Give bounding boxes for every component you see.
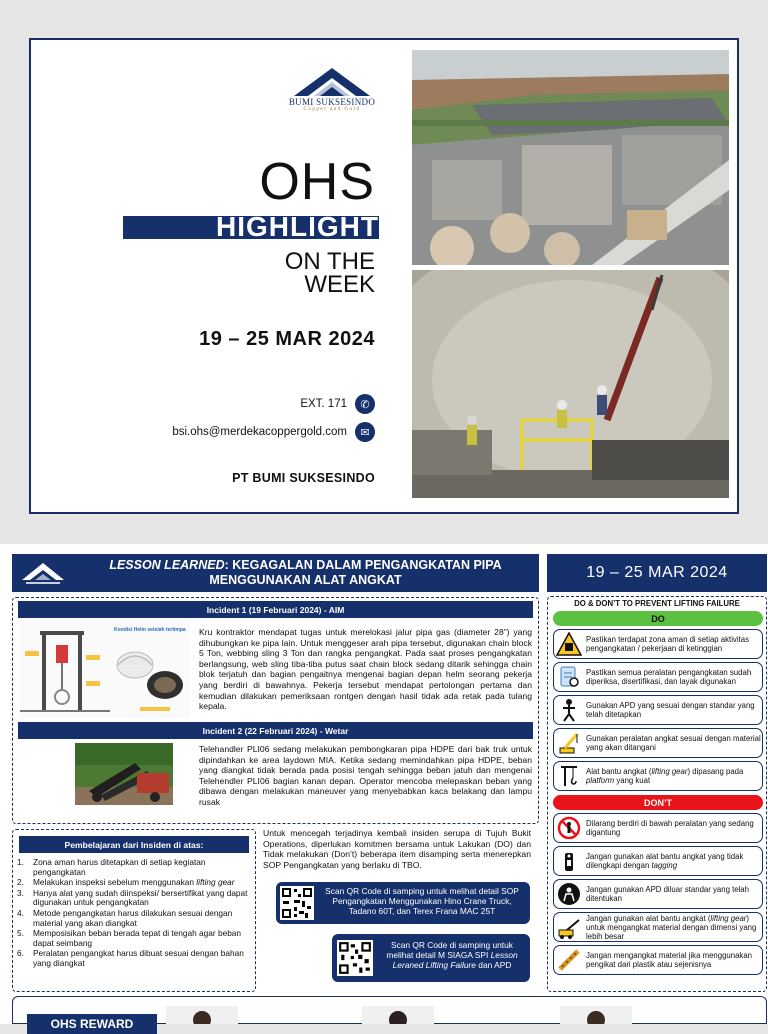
dont-item: Dilarang berdiri di bawah peralatan yang sedang digantung bbox=[553, 813, 763, 843]
reward-person-photo bbox=[166, 1006, 238, 1024]
dont-item: Jangan mengangkat material jika menggunakan pengikat dari plastik atau sejenisnya bbox=[553, 945, 763, 975]
do-label: DO bbox=[553, 611, 763, 626]
reward-person-photo bbox=[560, 1006, 632, 1024]
crane-icon bbox=[556, 730, 582, 756]
incident1-title: Incident 1 (19 Februari 2024) - AIM bbox=[18, 601, 533, 618]
lifting-gear-icon bbox=[556, 914, 582, 940]
qr-sop-text: Scan QR Code di samping untuk melihat detail SOP Pengangkatan Menggunakan Hino Crane Truck, Tadano 60T, dan Terex Frana MAC 25T bbox=[325, 886, 519, 917]
incident1-image-caption: Kondisi Helm setelah tertimpa bbox=[114, 627, 186, 633]
lesson-item: 4. Metode pengangkatan harus dilakukan sesuai dengan material yang akan diangkat bbox=[17, 907, 233, 928]
logo-name: BUMI SUKSESINDO bbox=[288, 97, 376, 107]
week-date-box: 19 – 25 MAR 2024 bbox=[547, 554, 767, 592]
incident2-title: Incident 2 (22 Februari 2024) - Wetar bbox=[18, 722, 533, 739]
lesson-item: 6. Peralatan pengangkat harus dibuat sesuai dengan bahan yang diangkat bbox=[17, 948, 244, 968]
qr-code-icon[interactable] bbox=[337, 940, 373, 976]
reward-person-photo bbox=[362, 1006, 434, 1024]
mountain-logo-icon bbox=[20, 560, 66, 586]
incident1-image bbox=[20, 621, 190, 718]
week-text: WEEK bbox=[304, 271, 375, 298]
on-the-week bbox=[285, 250, 375, 296]
dont-item: Jangan gunakan APD diluar standar yang telah ditentukan bbox=[553, 879, 763, 909]
lessons-title: Pembelajaran dari Insiden di atas: bbox=[19, 836, 249, 853]
lesson-item: 2. Melakukan inspeksi sebelum menggunakan lifting gear bbox=[17, 877, 235, 888]
logo-subtitle: Copper and Gold bbox=[303, 107, 361, 112]
lessons-panel bbox=[12, 829, 256, 992]
header-logo bbox=[20, 560, 66, 590]
do-item: Gunakan APD yang sesuai dengan standar yang telah ditetapkan bbox=[553, 695, 763, 725]
lesson-item: 1. Zona aman harus ditetapkan di setiap kegiatan pengangkatan bbox=[17, 857, 206, 877]
highlight-title: HIGHLIGHT bbox=[216, 211, 379, 242]
qr-code-icon[interactable] bbox=[280, 886, 314, 920]
mail-icon: ✉ bbox=[355, 422, 375, 442]
dont-item: Jangan gunakan alat bantu angkat (lifting gear) untuk mengangkat material dengan dimensi yang lebih besar bbox=[553, 912, 763, 942]
cover-page bbox=[29, 38, 739, 514]
prevention-text: Untuk mencegah terjadinya kembali insiden serupa di Tujuh Bukit Operations, diperlukan komitmen bersama untuk Lakukan (DO) dan Tidak melakukan (Don’t) beberapa item disamping serta menerepkan SOP Pengangkatan yang berlaku di TBO. bbox=[263, 828, 531, 870]
lesson-learned-title bbox=[72, 558, 539, 573]
ppe-icon bbox=[556, 881, 582, 907]
highlight-bar bbox=[123, 211, 379, 242]
do-item: Pastikan terdapat zona aman di setiap aktivitas pengangkatan / pekerjaan di ketinggian bbox=[553, 629, 763, 659]
ohs-title: OHS bbox=[259, 153, 375, 211]
hook-icon bbox=[556, 763, 582, 789]
rope-icon bbox=[556, 947, 582, 973]
mountain-logo-icon bbox=[290, 66, 374, 96]
do-item: Alat bantu angkat (lifting gear) dipasang pada platform yang kuat bbox=[553, 761, 763, 791]
incident2-image bbox=[75, 743, 173, 805]
lesson-learned-prefix: LESSON LEARNED bbox=[109, 558, 225, 572]
phone-contact bbox=[300, 394, 375, 414]
lesson-learned-page bbox=[0, 544, 768, 1031]
ohs-reward-label: OHS REWARD bbox=[27, 1014, 157, 1034]
lesson-item: 3. Hanya alat yang sudah diinspeksi/ bersertifikat yang dapat digunakan untuk pengangkatan bbox=[17, 887, 248, 908]
do-dont-title: DO & DON’T TO PREVENT LIFTING FAILURE bbox=[574, 599, 740, 608]
company-logo bbox=[287, 66, 377, 112]
dont-label: DON’T bbox=[553, 795, 763, 810]
qr-sop-box[interactable] bbox=[276, 882, 530, 924]
do-item: Pastikan semua peralatan pengangkatan sudah diperiksa, disertifikasi, dan layak digunakan bbox=[553, 662, 763, 692]
qr-siaga-box[interactable] bbox=[332, 934, 530, 982]
lesson-learned-header bbox=[12, 554, 539, 592]
harness-icon bbox=[556, 697, 582, 723]
title-rest: : KEGAGALAN DALAM PENGANGKATAN PIPA bbox=[224, 558, 502, 572]
no-standing-icon bbox=[556, 815, 582, 841]
cover-date: 19 – 25 MAR 2024 bbox=[199, 328, 375, 350]
lesson-item: 5. Memposisikan beban berada tepat di tengah agar beban dapat seimbang bbox=[17, 928, 242, 948]
phone-icon: ✆ bbox=[355, 394, 375, 414]
extension-text: EXT. 171 bbox=[300, 398, 347, 410]
email-contact[interactable] bbox=[172, 422, 375, 442]
company-name: PT BUMI SUKSESINDO bbox=[232, 471, 375, 485]
warning-crane-icon bbox=[556, 631, 582, 657]
tunnel-photo bbox=[412, 270, 729, 498]
tag-icon bbox=[556, 848, 582, 874]
qr-siaga-text: Scan QR Code di samping untuk melihat detail M SIAGA SPI Lesson Leraned Lifting Failure dan APD bbox=[386, 940, 518, 971]
do-dont-panel bbox=[547, 596, 767, 992]
do-item: Gunakan peralatan angkat sesuai dengan material yang akan ditangani bbox=[553, 728, 763, 758]
lessons-list bbox=[17, 858, 253, 970]
incident1-text: Kru kontraktor mendapat tugas untuk merelokasi jalur pipa gas (diameter 28”) yang dihubungkan ke pipa lain. Untuk menggeser arah pipa tersebut, digunakan chain block 5 Ton, webbing sling 3 Ton dan rangka pengangkat. Pada saat proses pengangkatan berlangsung, web sling tiba-tiba putus saat chain block sedang ditarik sehingga chain blok terjatuh dan bagian pengaitnya mengenai bagian depan helm seorang pekerja yang berdiri di bawahnya. Pekerja tersebut mendapat pertolongan pertama dan kemudian dilakukan pemeriksaan rontgen dengan hasil tidak ada retak pada tulang kepala. bbox=[199, 627, 532, 712]
on-the-text: ON THE bbox=[284, 248, 375, 275]
title-line2: MENGGUNAKAN ALAT ANGKAT bbox=[209, 573, 402, 587]
plant-photo bbox=[412, 50, 729, 265]
incident2-text: Telehandler PLI06 sedang melakukan pembongkaran pipa HDPE dari bak truk untuk dipindahkan ke area laydown MIA. Ketika sedang memindahkan pipa HDPE, beban yang diangkat tidak berada pada posisi tengah sehingga beban jatuh dan mengenai Telehendler PLI06 bagian kanan depan. Operator mencoba melepaskan beban yang dibawa dengan melakukan maneuver yang menyebabkan kaca belakang dan lampu rusak bbox=[199, 744, 532, 807]
inspection-icon bbox=[556, 664, 582, 690]
email-text[interactable]: bsi.ohs@merdekacoppergold.com bbox=[172, 426, 347, 438]
dont-item: Jangan gunakan alat bantu angkat yang tidak dilengkapi dengan tagging bbox=[553, 846, 763, 876]
